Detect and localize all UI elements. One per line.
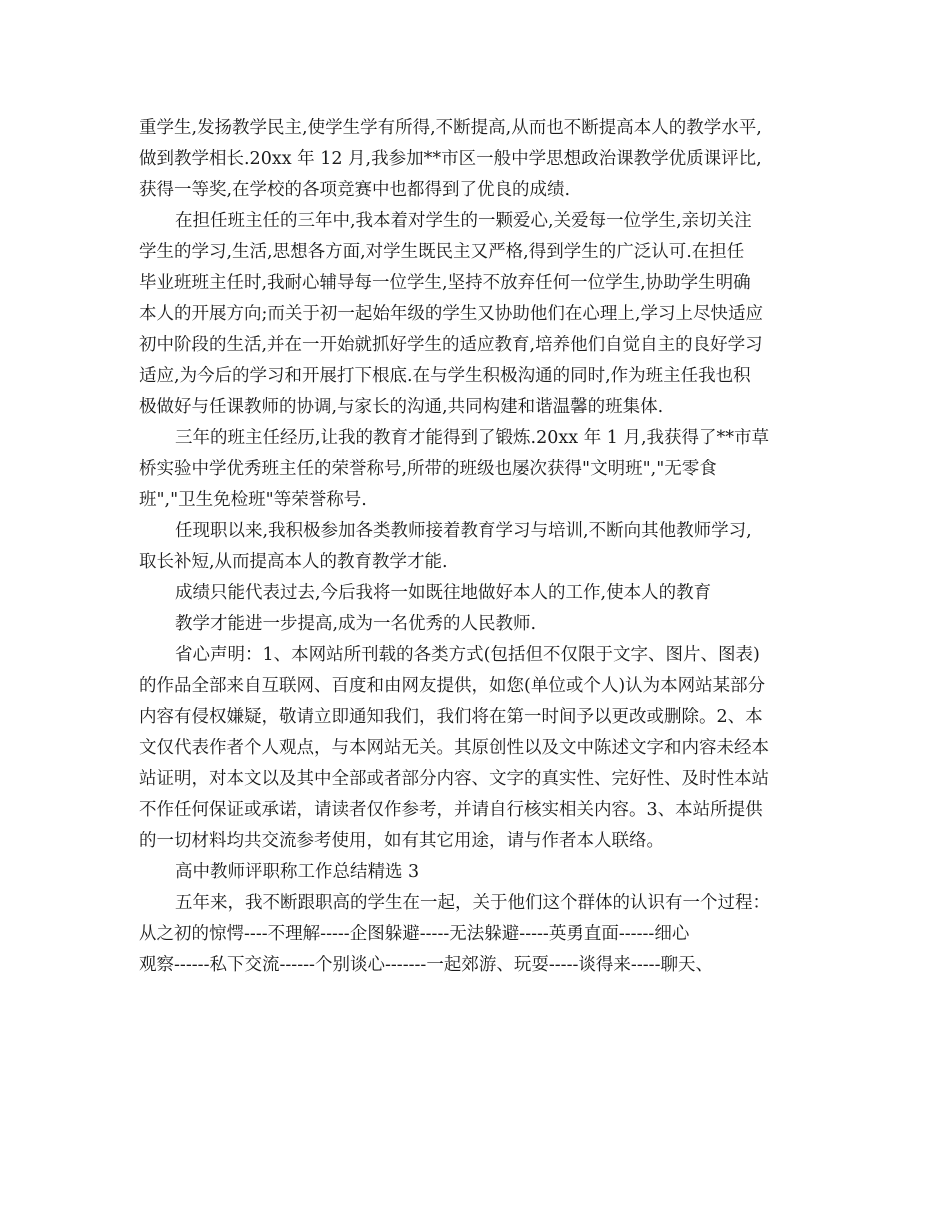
text-line: 内容有侵权嫌疑，敬请立即通知我们，我们将在第一时间予以更改或删除。2、本 xyxy=(139,707,763,727)
text-line: 高中教师评职称工作总结精选 3 xyxy=(175,862,420,882)
text-line: 极做好与任课教师的协调,与家长的沟通,共同构建和谐温馨的班集体. xyxy=(139,397,664,417)
text-line: 获得一等奖,在学校的各项竞赛中也都得到了优良的成绩. xyxy=(139,180,571,200)
text-line: 本人的开展方向;而关于初一起始年级的学生又协助他们在心理上,学习上尽快适应 xyxy=(139,304,763,324)
text-line: 的一切材料均共交流参考使用，如有其它用途，请与作者本人联络。 xyxy=(139,831,664,851)
text-line: 取长补短,从而提高本人的教育教学才能. xyxy=(139,552,448,572)
text-line: 学生的学习,生活,思想各方面,对学生既民主又严格,得到学生的广泛认可.在担任 xyxy=(139,242,745,262)
text-line: 做到教学相长.20xx 年 12 月,我参加**市区一般中学思想政治课教学优质课评比, xyxy=(139,149,762,169)
text-line: 文仅代表作者个人观点，与本网站无关。其原创性以及文中陈述文字和内容未经本 xyxy=(139,738,769,758)
text-line: 班","卫生免检班"等荣誉称号. xyxy=(139,490,367,510)
text-line: 三年的班主任经历,让我的教育才能得到了锻炼.20xx 年 1 月,我获得了**市草 xyxy=(175,428,770,448)
text-line: 初中阶段的生活,并在一开始就抓好学生的适应教育,培养他们自觉自主的良好学习 xyxy=(139,335,763,355)
text-line: 毕业班班主任时,我耐心辅导每一位学生,坚持不放弃任何一位学生,协助学生明确 xyxy=(139,273,751,293)
text-line: 从之初的惊愕----不理解-----企图躲避-----无法躲避-----英勇直面------细心 xyxy=(139,924,690,944)
text-line: 站证明，对本文以及其中全部或者部分内容、文字的真实性、完好性、及时性本站 xyxy=(139,769,769,789)
text-line: 任现职以来,我积极参加各类教师接着教育学习与培训,不断向其他教师学习, xyxy=(175,521,752,541)
text-line: 省心声明：1、本网站所刊载的各类方式(包括但不仅限于文字、图片、图表) xyxy=(175,645,760,665)
text-line: 桥实验中学优秀班主任的荣誉称号,所带的班级也屡次获得"文明班","无零食 xyxy=(139,459,717,479)
text-line: 的作品全部来自互联网、百度和由网友提供，如您(单位或个人)认为本网站某部分 xyxy=(139,676,766,696)
text-line: 观察------私下交流------个别谈心-------一起郊游、玩耍-----谈得来-----聊天、 xyxy=(139,955,713,975)
text-line: 成绩只能代表过去,今后我将一如既往地做好本人的工作,使本人的教育 xyxy=(175,583,712,603)
text-line: 不作任何保证或承诺，请读者仅作参考，并请自行核实相关内容。3、本站所提供 xyxy=(139,800,763,820)
text-line: 五年来，我不断跟职高的学生在一起，关于他们这个群体的认识有一个过程： xyxy=(175,893,770,913)
document-body xyxy=(139,113,819,981)
text-line: 教学才能进一步提高,成为一名优秀的人民教师. xyxy=(175,614,537,634)
text-line: 在担任班主任的三年中,我本着对学生的一颗爱心,关爱每一位学生,亲切关注 xyxy=(175,211,752,231)
text-line: 重学生,发扬教学民主,使学生学有所得,不断提高,从而也不断提高本人的教学水平, xyxy=(139,118,762,138)
text-line: 适应,为今后的学习和开展打下根底.在与学生积极沟通的同时,作为班主任我也积 xyxy=(139,366,751,386)
